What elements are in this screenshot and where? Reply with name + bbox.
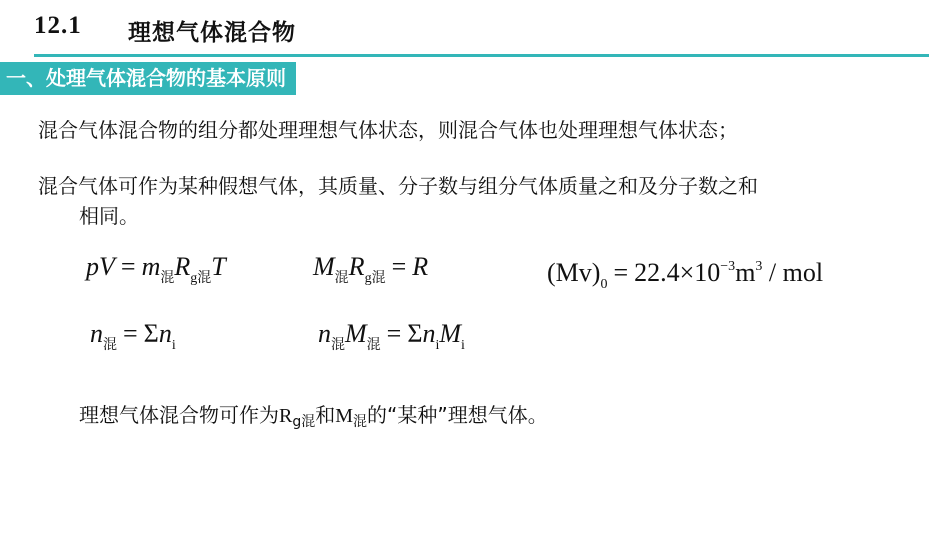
eq5-n: n [318, 319, 331, 348]
equation-mole-sum [90, 319, 176, 361]
eq2-equals: = [391, 252, 407, 281]
p3-R-sub: g混 [292, 414, 316, 430]
eq4-n: n [90, 319, 103, 348]
eq3-exp: −3 [720, 259, 736, 274]
eq1-R-sub: g混 [190, 271, 212, 286]
eq3-unit-exp: 3 [755, 259, 763, 274]
equation-molar-volume [547, 252, 823, 300]
slide-title: 理想气体混合物 [128, 20, 296, 46]
eq1-lhs: pV [86, 252, 115, 281]
p3-prefix: 理想气体混合物可作为 [79, 403, 279, 427]
eq4-ni-sub: i [171, 338, 176, 353]
title-divider [34, 54, 929, 57]
p3-R: R [279, 405, 293, 427]
equation-mass-sum [318, 319, 465, 361]
eq2-R-sub: g混 [364, 271, 386, 286]
eq5-Mi: M [439, 319, 462, 348]
eq5-ni: n [422, 319, 436, 348]
eq1-equals: = [120, 252, 136, 281]
eq3-value: 22.4×10 [634, 258, 721, 287]
paragraph-hypothetical-gas-line1: 混合气体可作为某种假想气体，其质量、分子数与组分气体质量之和及分子数之和 [38, 174, 758, 198]
eq3-lhs: (Mv) [547, 258, 601, 287]
paragraph-mixture-state: 混合气体混合物的组分都处理理想气体状态，则混合气体也处理理想气体状态； [38, 118, 738, 142]
slide-section-number: 12.1 [34, 12, 82, 39]
p3-M-sub: 混 [353, 414, 368, 430]
equation-state-mixture [86, 252, 226, 294]
eq5-ni-sub: i [435, 338, 440, 353]
eq3-unit-rest: / mol [762, 258, 824, 287]
eq1-m: m [141, 252, 161, 281]
eq5-Mi-sub: i [461, 338, 465, 353]
eq1-m-sub: 混 [160, 271, 175, 286]
eq3-unit-base: m [735, 258, 756, 287]
eq1-R: R [174, 252, 191, 281]
eq4-n-sub: 混 [103, 338, 117, 353]
eq4-ni: n [158, 319, 172, 348]
eq3-equals: = [613, 258, 629, 287]
eq4-equals: = [123, 319, 138, 348]
eq2-M-sub: 混 [334, 271, 349, 286]
eq5-equals: = [386, 319, 402, 348]
eq3-lhs-sub: 0 [600, 277, 608, 292]
eq1-T: T [211, 252, 226, 281]
eq5-M-sub: 混 [366, 338, 381, 353]
equation-gas-constant [313, 252, 428, 294]
eq5-sum: Σ [407, 319, 423, 348]
p3-M: M [335, 405, 354, 427]
eq5-n-sub: 混 [331, 338, 345, 353]
eq2-rhs: R [412, 252, 429, 281]
eq2-M: M [313, 252, 335, 281]
eq4-sum: Σ [143, 319, 159, 348]
paragraph-hypothetical-gas-summary [79, 400, 548, 437]
paragraph-hypothetical-gas-line2: 相同。 [79, 204, 139, 228]
eq5-M: M [345, 319, 367, 348]
eq2-R: R [348, 252, 365, 281]
p3-and: 和 [315, 403, 336, 427]
section-heading: 一、处理气体混合物的基本原则 [0, 62, 296, 95]
p3-suffix: 的“某种”理想气体。 [367, 403, 548, 427]
